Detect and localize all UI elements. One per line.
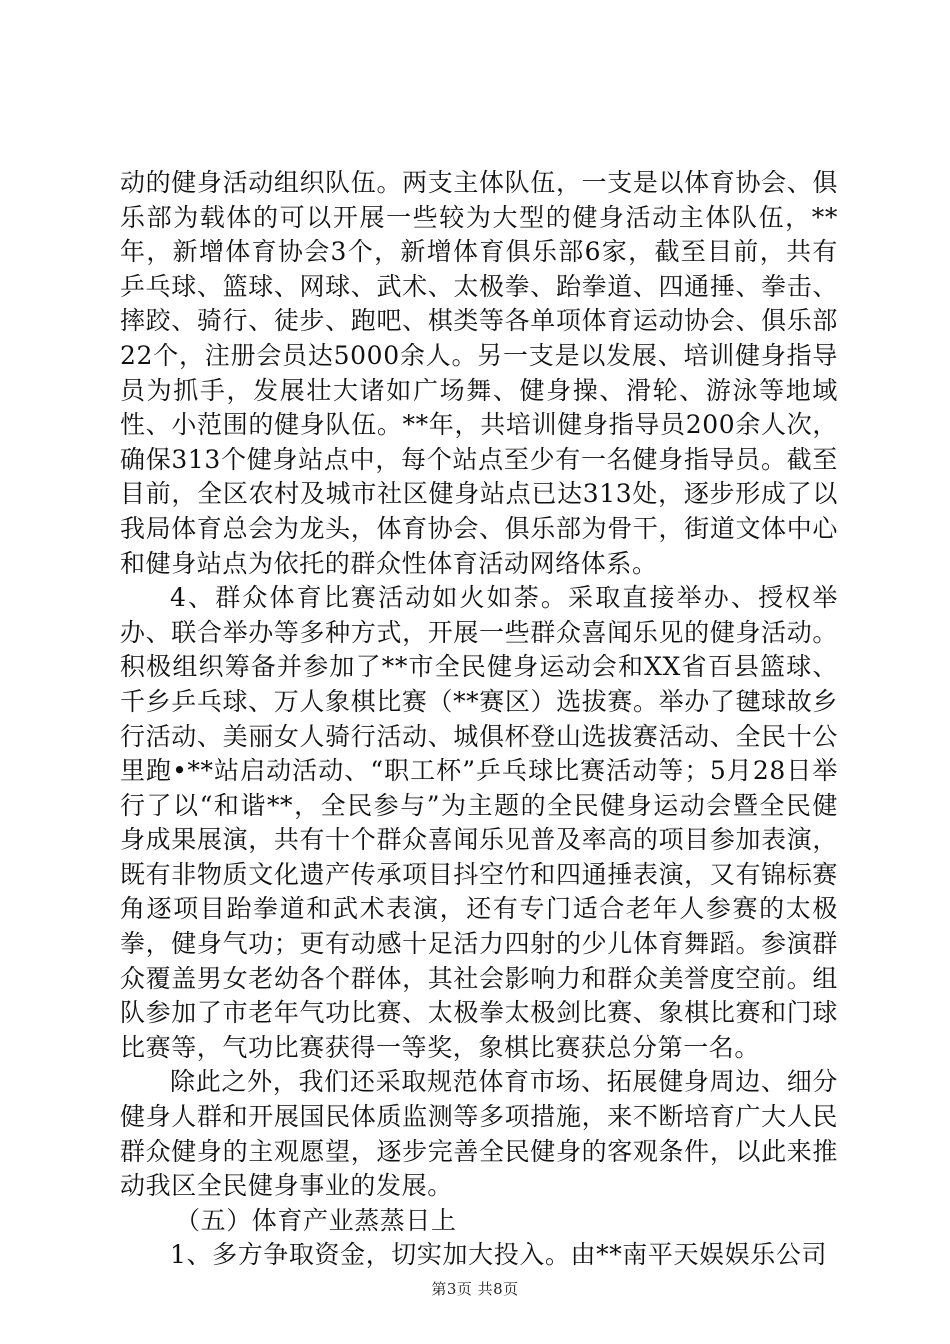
page-number-footer: 第3页 共8页 — [431, 1280, 519, 1298]
paragraph-competitions: 4、群众体育比赛活动如火如荼。采取直接举办、授权举办、联合举办等多种方式，开展一些群众喜闻乐见的健身活动。积极组织筹备并参加了**市全民健身运动会和XX省百县篮球、千乡乒乓球、万人象棋比赛（**赛区）选拔赛。举办了毽球故乡行活动、美丽女人骑行活动、城俱杯登山选拔赛活动、全民十公里跑•**站启动活动、“职工杯”乒乓球比赛活动等；5月28日举行了以“和谐**，全民参与”为主题的全民健身运动会暨全民健身成果展演，共有十个群众喜闻乐见普及率高的项目参加表演，既有非物质文化遗产传承项目抖空竹和四通捶表演，又有锦标赛角逐项目跆拳道和武术表演，还有专门适合老年人参赛的太极拳，健身气功；更有动感十足活力四射的少儿体育舞蹈。参演群众覆盖男女老幼各个群体，其社会影响力和群众美誉度空前。组队参加了市老年气功比赛、太极拳太极剑比赛、象棋比赛和门球比赛等，气功比赛获得一等奖，象棋比赛获总分第一名。 — [120, 583, 838, 1062]
paragraph-other-measures: 除此之外，我们还采取规范体育市场、拓展健身周边、细分健身人群和开展国民体质监测等多项措施，来不断培育广大人民群众健身的主观愿望，逐步完善全民健身的客观条件，以此来推动我区全民健身事业的发展。 — [120, 1067, 838, 1201]
paragraph-continuation: 动的健身活动组织队伍。两支主体队伍，一支是以体育协会、俱乐部为载体的可以开展一些较为大型的健身活动主体队伍，**年，新增体育协会3个，新增体育俱乐部6家，截至目前，共有乒乓球、篮球、网球、武术、太极拳、跆拳道、四通捶、拳击、摔跤、骑行、徒步、跑吧、棋类等各单项体育运动协会、俱乐部22个，注册会员达5000余人。另一支是以发展、培训健身指导员为抓手，发展壮大诸如广场舞、健身操、滑轮、游泳等地域性、小范围的健身队伍。**年，共培训健身指导员200余人次，确保313个健身站点中，每个站点至少有一名健身指导员。截至目前，全区农村及城市社区健身站点已达313处，逐步形成了以我局体育总会为龙头，体育协会、俱乐部为骨干，街道文体中心和健身站点为依托的群众性体育活动网络体系。 — [120, 168, 838, 578]
paragraph-funding: 1、多方争取资金，切实加大投入。由**南平天娱娱乐公司 — [170, 1240, 828, 1270]
section-heading-sports-industry: （五）体育产业蒸蒸日上 — [175, 1205, 457, 1235]
document-body — [120, 166, 838, 1273]
